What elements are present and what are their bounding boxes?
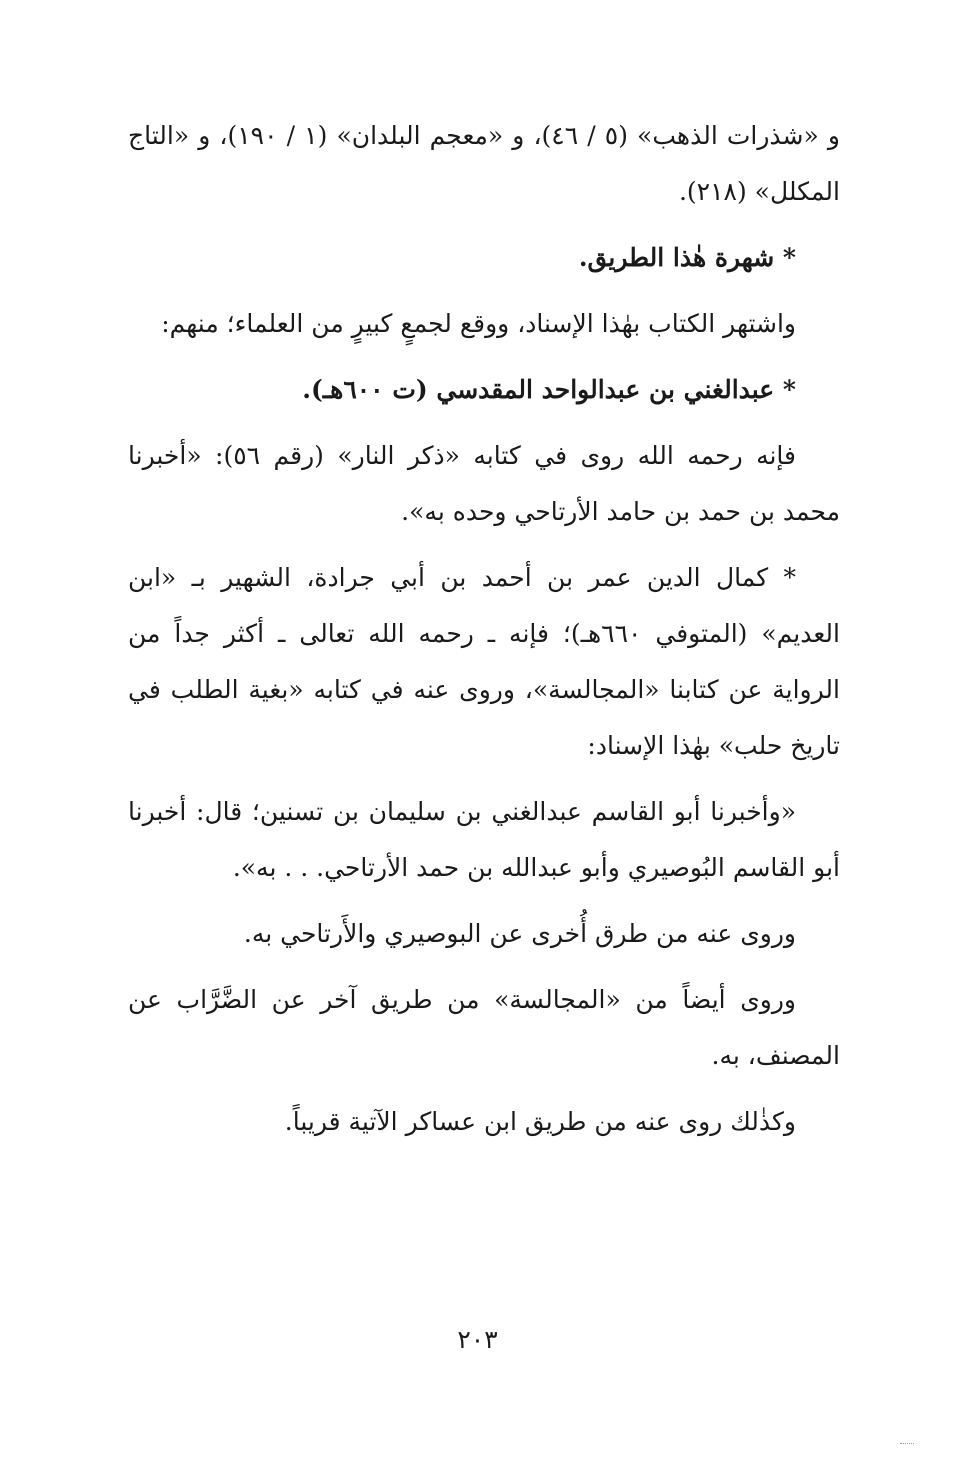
paragraph-abdulghani: فإنه رحمه الله روى في كتابه «ذكر النار» (رقم ٥٦): «أخبرنا محمد بن حمد بن حامد الأرتاحي وحده به». xyxy=(128,441,840,526)
heading-abdulghani: * عبدالغني بن عبدالواحد المقدسي (ت ٦٠٠هـ). xyxy=(302,375,796,404)
scan-artifact xyxy=(900,1443,914,1446)
paragraph-other-routes: وروى عنه من طرق أُخرى عن البوصيري والأَرتاحي به. xyxy=(243,919,796,948)
paragraph-kamal-aldin: * كمال الدين عمر بن أحمد بن أبي جرادة، الشهير بـ «ابن العديم» (المتوفي ٦٦٠هـ)؛ فإنه ـ رحمه الله تعالى ـ أكثر جداً من الرواية عن كتابنا «المجالسة»، وروى عنه في كتابه «بغية الطلب في تاريخ حلب» بهٰذا الإسناد: xyxy=(128,563,840,760)
page-number: ٢٠٣ xyxy=(457,1325,498,1354)
paragraph-ibn-asakir: وكذٰلك روى عنه من طريق ابن عساكر الآتية قريباً. xyxy=(284,1107,796,1136)
page-body xyxy=(128,108,840,1160)
paragraph-quote-isnad: «وأخبرنا أبو القاسم عبدالغني بن سليمان بن تسنين؛ قال: أخبرنا أبو القاسم البُوصيري وأبو عبدالله بن حمد الأرتاحي. . . به». xyxy=(128,797,840,882)
paragraph-also-narrated: وروى أيضاً من «المجالسة» من طريق آخر عن الضَّرَّاب عن المصنف، به. xyxy=(128,985,840,1070)
paragraph-sources: و «شذرات الذهب» (٥ / ٤٦)، و «معجم البلدان» (١ / ١٩٠)، و «التاج المكلل» (٢١٨). xyxy=(128,121,840,206)
paragraph-fame: واشتهر الكتاب بهٰذا الإسناد، ووقع لجمعٍ كبيرٍ من العلماء؛ منهم: xyxy=(161,309,796,338)
heading-fame-of-chain: * شهرة هٰذا الطريق. xyxy=(578,243,796,272)
